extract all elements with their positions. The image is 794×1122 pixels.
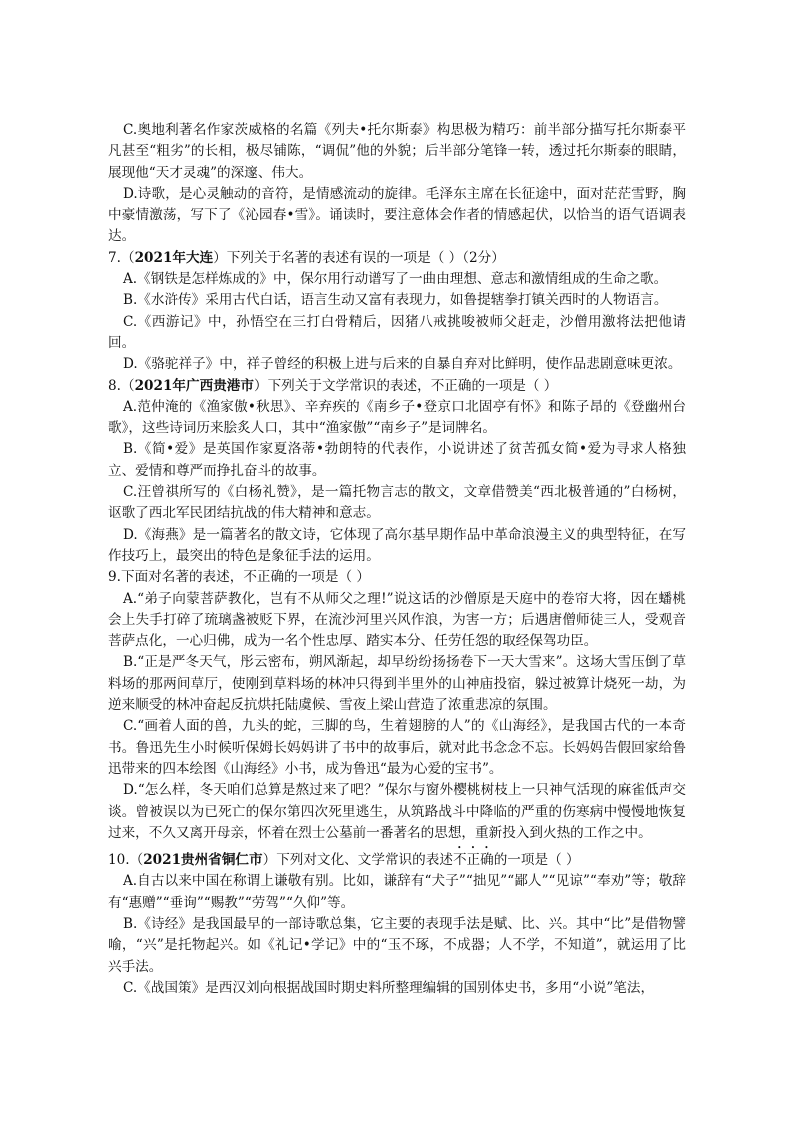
question-7-source: 2021年大连 (134, 249, 214, 266)
question-9-option-a: A.“弟子向蒙菩萨教化，岂有不从师父之理!”说这话的沙僧原是天庭中的卷帘大将，因在蟠桃会上失手打碎了琉璃盏被贬下界，在流沙河里兴风作浪，为害一方；后遇唐僧师徒三人，受观音菩萨点化，一心归佛，成为一名个性忠厚、踏实本分、任劳任怨的取经保驾功臣。 (108, 590, 686, 650)
question-10-stem (108, 844, 686, 871)
question-10-option-b: B.《诗经》是我国最早的一部诗歌总集，它主要的表现手法是赋、比、兴。其中“比”是借物譬喻，“兴”是托物起兴。如《礼记•学记》中的“玉不琢，不成器；人不学，不知道”，就运用了比兴手法。 (108, 915, 686, 975)
question-7-number: 7.（ (108, 249, 135, 266)
question-10-option-c: C.《战国策》是西汉刘向根据战国时期史料所整理编辑的国别体史书，多用“小说”笔法， (122, 979, 655, 996)
question-8-number: 8.（ (108, 377, 135, 394)
question-9-stem: 9.下面对名著的表述，不正确的一项是（ ） (108, 569, 370, 586)
question-10-text-a: ）下列对文化、文学常识的表述 (262, 852, 453, 869)
question-7-option-c: C.《西游记》中，孙悟空在三打白骨精后，因猪八戒挑唆被师父赶走，沙僧用激将法把他请回。 (108, 313, 686, 351)
question-10-source: 2021贵州省铜仁市 (143, 852, 263, 869)
question-7-option-b: B.《水浒传》采用古代白话，语言生动又富有表现力，如鲁提辖拳打镇关西时的人物语言。 (122, 292, 668, 309)
page-content (108, 120, 686, 999)
question-8-option-a: A.范仲淹的《渔家傲•秋思》、辛弃疾的《南乡子•登京口北固亭有怀》和陈子昂的《登幽州台歌》，这些诗词历来脍炙人口，其中“渔家傲”“南乡子”是词牌名。 (108, 398, 686, 437)
question-8-option-b: B.《简•爱》是英国作家夏洛蒂•勃朗特的代表作，小说讲述了贫苦孤女简•爱为寻求人格独立、爱情和尊严而挣扎奋斗的故事。 (108, 441, 686, 479)
question-7-option-d: D.《骆驼祥子》中，祥子曾经的积极上进与后来的自暴自弃对比鲜明，使作品悲剧意味更浓。 (122, 356, 682, 373)
question-9-option-c: C.“画着人面的兽，九头的蛇，三脚的鸟，生着翅膀的人”的《山海经》，是我国古代的一本奇书。鲁迅先生小时候听保姆长妈妈讲了书中的故事后，就对此书念念不忘。长妈妈告假回家给鲁迅带来的四本绘图《山海经》小书，成为鲁迅“最为心爱的宝书”。 (108, 718, 686, 777)
question-8-option-c: C.汪曾祺所写的《白杨礼赞》，是一篇托物言志的散文，文章借赞美“西北极普通的”白杨树，讴歌了西北军民团结抗战的伟大精神和意志。 (108, 484, 686, 522)
question-7-text: ）下列关于名著的表述有误的一项是（ ）（2分） (213, 249, 505, 266)
question-7-stem (108, 248, 686, 269)
prev-option-d: D.诗歌，是心灵触动的音符，是情感流动的旋律。毛泽东主席在长征途中，面对茫茫雪野，胸中豪情激荡，写下了《沁园春•雪》。诵读时，要注意体会作者的情感起伏，以恰当的语气语调表达。 (108, 185, 686, 245)
question-9-option-b: B.“正是严冬天气，彤云密布，朔风渐起，却早纷纷扬扬卷下一天大雪来”。这场大雪压倒了草料场的那两间草厅，使刚到草料场的林冲只得到半里外的山神庙投宿，躲过被算计烧死一劫，为逆来顺受的林冲奋起反抗烘托陆虞候、雪夜上梁山营造了浓重悲凉的氛围。 (108, 654, 686, 714)
question-8-source: 2021年广西贵港市 (134, 377, 254, 394)
question-8-option-d: D.《海燕》是一篇著名的散文诗，它体现了高尔基早期作品中革命浪漫主义的典型特征，在写作技巧上，最突出的特色是象征手法的运用。 (108, 526, 686, 564)
question-10-text-b: 的一项是（ ） (493, 852, 580, 869)
question-10-option-a: A.自古以来中国在称谓上谦敬有别。比如，谦辞有“犬子”“拙见”“鄙人”“见谅”“奉劝”等；敬辞有“惠赠”“垂询”“赐教”“劳驾”“久仰”等。 (108, 873, 686, 911)
question-10-number: 10.（ (108, 852, 144, 869)
question-7-option-a: A.《钢铁是怎样炼成的》中，保尔用行动谱写了一曲由理想、意志和激情组成的生命之歌。 (122, 271, 668, 288)
prev-option-c: C.奥地利著名作家茨威格的名篇《列夫•托尔斯泰》构思极为精巧：前半部分描写托尔斯泰平凡甚至“粗劣”的长相，极尽铺陈，“调侃”他的外貌；后半部分笔锋一转，透过托尔斯泰的眼睛，展现他“天才灵魂”的深邃、伟大。 (108, 122, 686, 181)
question-10-emphasis: 不正确 (452, 852, 494, 869)
question-8-stem (108, 376, 686, 397)
question-9-option-d: D.“怎么样，冬天咱们总算是熬过来了吧？”保尔与窗外樱桃树枝上一只神气活现的麻雀低声交谈。曾被误以为已死亡的保尔第四次死里逃生，从筑路战斗中降临的严重的伤寒病中慢慢地恢复过来，不久又离开母亲，怀着在烈士公墓前一番著名的思想，重新投入到火热的工作之中。 (108, 782, 686, 841)
question-8-text: ）下列关于文学常识的表述，不正确的一项是（ ） (253, 377, 558, 394)
